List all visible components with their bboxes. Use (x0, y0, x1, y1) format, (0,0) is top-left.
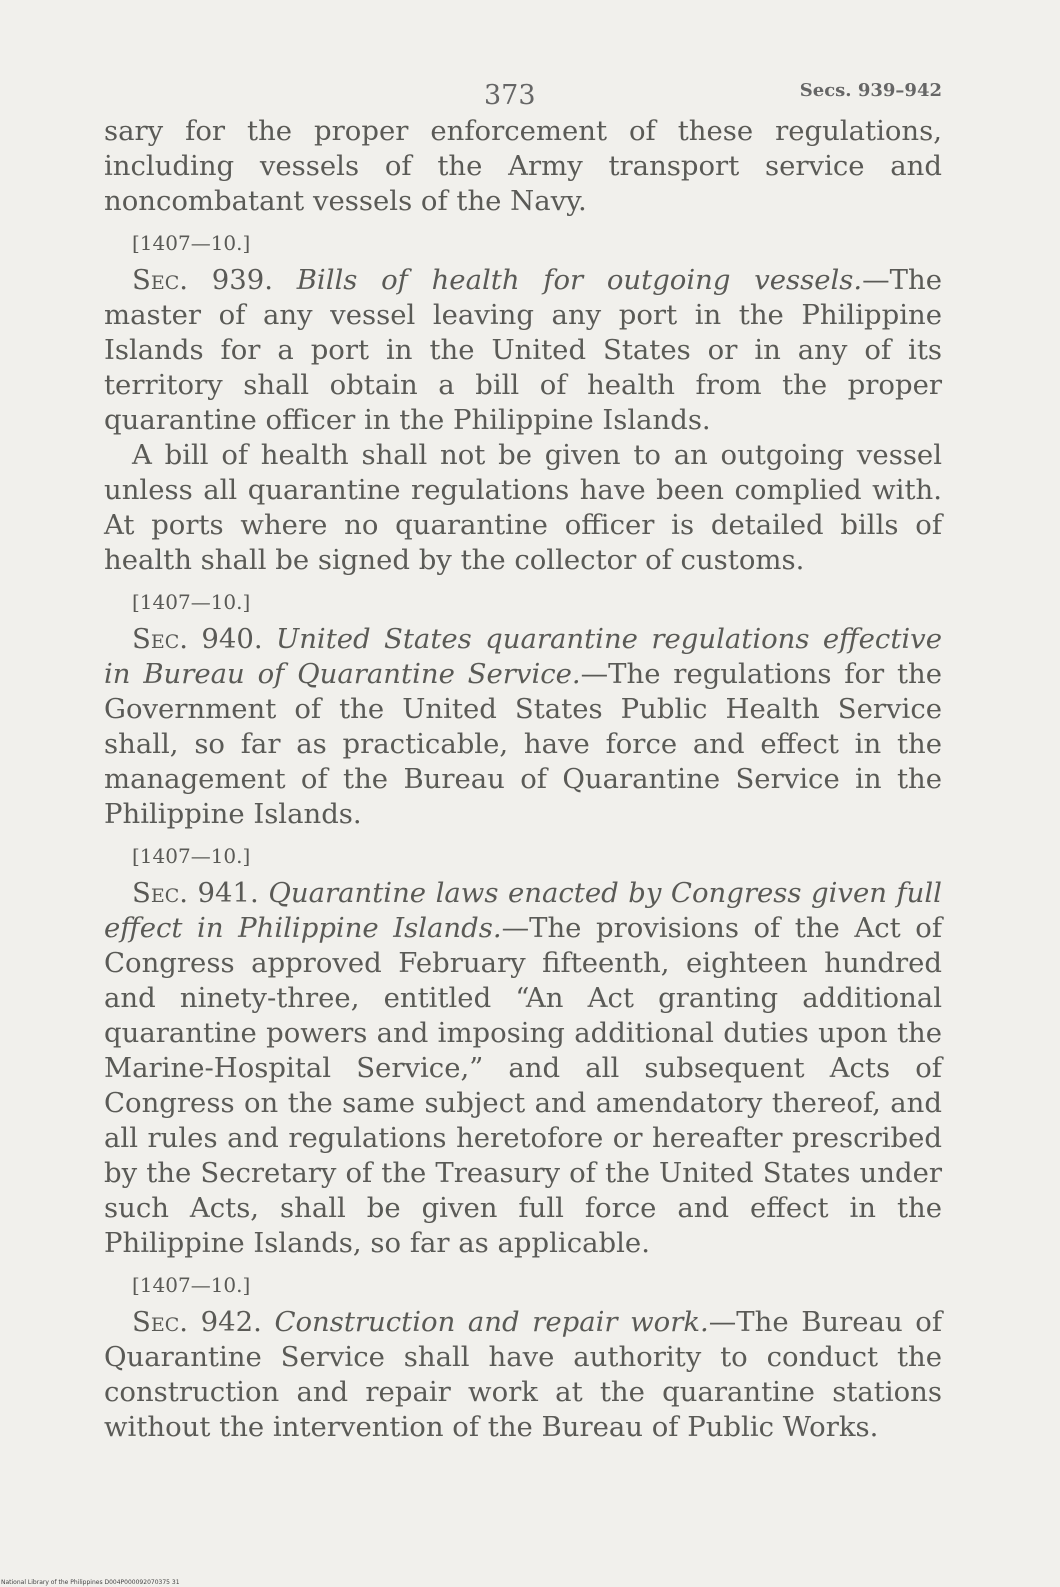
section-940-paragraph (104, 622, 942, 832)
section-939-source: [1407—10.] (132, 231, 251, 255)
section-942-text: —The Bureau of Quarantine Service shall have authority to conduct the construction and repair work at the quarantine stations without the intervention of the Bureau of Public Works. (104, 1306, 942, 1443)
section-941-label: Sec. 941. (132, 877, 259, 909)
page-header (104, 70, 942, 114)
section-942-source: [1407—10.] (132, 1273, 251, 1297)
document-page (104, 70, 942, 1445)
section-940-text: —The regulations for the Government of the United States Public Health Service shall, so far as practicable, have force and effect in the management of the Bureau of Quarantine Service in the Philippine Islands. (104, 658, 942, 830)
section-939-label: Sec. 939. (132, 264, 273, 296)
section-939-paragraph (104, 263, 942, 438)
section-942-title: Construction and repair work. (274, 1306, 709, 1338)
section-941-text: —The provisions of the Act of Congress approved February fifteenth, eighteen hundred and ninety-three, entitled “An Act granting additional quarantine powers and imposing additional duties upon the Marine-Hospital Service,” and all subsequent Acts of Congress on the same subject and amendatory thereof, and all rules and regulations heretofore or hereafter prescribed by the Secretary of the Treasury of the United States under such Acts, shall be given full force and effect in the Philippine Islands, so far as applicable. (104, 912, 942, 1259)
section-940-label: Sec. 940. (132, 623, 263, 655)
archive-footer: National Library of the Philippines D004P000092070375 31 (1, 1579, 180, 1586)
section-941-source: [1407—10.] (132, 844, 251, 868)
section-941-paragraph (104, 876, 942, 1261)
section-939-text: —The master of any vessel leaving any port in the Philippine Islands for a port in the United States or in any of its territory shall obtain a bill of health from the proper quarantine officer in the Philippine Islands. (104, 264, 942, 436)
section-942-label: Sec. 942. (132, 1306, 262, 1338)
section-941-title: Quarantine laws enacted by Congress given full effect in Philippine Islands. (104, 877, 942, 944)
continuation-paragraph: sary for the proper enforcement of these regulations, including vessels of the Army transport service and noncombatant vessels of the Navy. (104, 115, 942, 217)
section-939-extra: A bill of health shall not be given to an outgoing vessel unless all quarantine regulations have been complied with. At ports where no quarantine officer is detailed bills of health shall be signed by the collector of customs. (104, 439, 942, 576)
section-939-title: Bills of health for outgoing vessels. (296, 264, 863, 296)
section-940-source: [1407—10.] (132, 590, 251, 614)
section-942-paragraph (104, 1305, 942, 1445)
section-940-title: United States quarantine regulations effective in Bureau of Quarantine Service. (104, 623, 942, 690)
body-text (104, 114, 942, 1445)
page-number: 373 (484, 80, 536, 111)
section-range: Secs. 939–942 (799, 80, 942, 101)
